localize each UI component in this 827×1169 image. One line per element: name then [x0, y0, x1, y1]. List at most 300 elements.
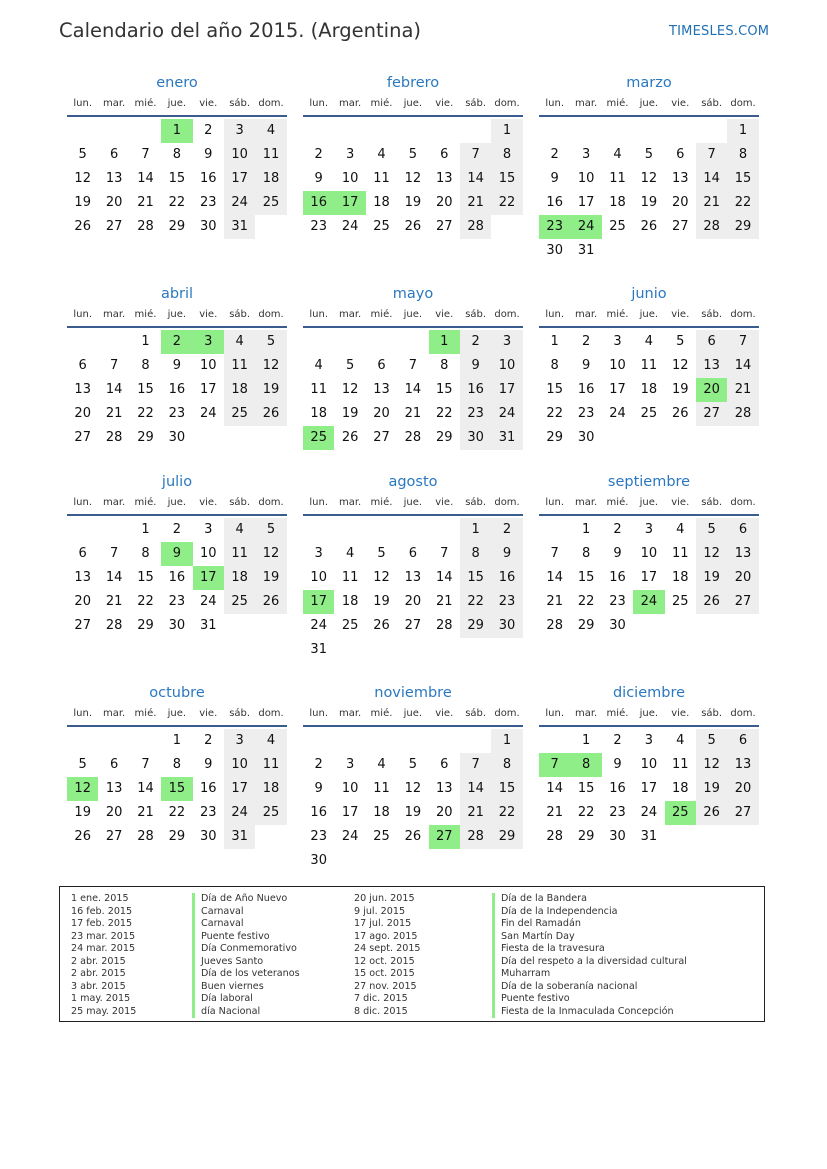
weekday-label: sáb.: [701, 497, 723, 508]
day-cell: 2: [314, 757, 323, 772]
legend-holiday-name: Puente festivo: [492, 993, 687, 1006]
day-cell: 5: [644, 147, 653, 162]
week-row: [67, 753, 287, 777]
week-row: [539, 191, 759, 215]
day-cell: 11: [255, 143, 286, 167]
legend-date: 1 ene. 2015: [71, 893, 129, 904]
day-cell: 3: [644, 733, 653, 748]
legend-holiday-name: Día de la Independencia: [492, 906, 687, 919]
day-cell: 19: [373, 594, 390, 609]
weekday-label: vie.: [435, 708, 454, 719]
day-cell: 3: [581, 147, 591, 162]
day-cell: 7: [109, 358, 119, 373]
brand-link[interactable]: TIMESLES.COM: [669, 24, 770, 39]
day-cell: 8: [172, 757, 181, 772]
day-cell: 21: [696, 191, 727, 215]
day-cell: 15: [577, 781, 595, 796]
day-cell: 21: [137, 195, 154, 210]
weekday-label: lun.: [309, 708, 329, 719]
weekday-label: mié.: [370, 708, 393, 719]
legend-date: 2 abr. 2015: [71, 968, 126, 979]
day-cell: 15: [577, 570, 595, 585]
day-cell: 27: [74, 430, 91, 445]
week-row: [539, 825, 759, 849]
day-cell: 1: [141, 334, 150, 349]
week-row: [539, 801, 759, 825]
day-cell: 4: [644, 334, 653, 349]
day-cell: 19: [74, 805, 91, 820]
week-row: [539, 542, 759, 566]
day-cell: 31: [199, 618, 217, 633]
day-cell: 13: [404, 570, 422, 585]
week-row: [539, 354, 759, 378]
day-cell: 14: [460, 167, 491, 191]
header-rule: [67, 115, 287, 117]
day-cell: 29: [546, 430, 563, 445]
day-cell: 29: [168, 829, 186, 844]
day-cell: 1: [491, 119, 522, 143]
day-cell: 30: [491, 614, 522, 638]
day-cell: 21: [546, 594, 563, 609]
day-cell: 21: [460, 801, 491, 825]
day-cell: 2: [613, 522, 622, 537]
weekday-label: lun.: [73, 708, 93, 719]
day-cell: 26: [696, 801, 727, 825]
week-row: [303, 825, 523, 849]
day-cell: 13: [435, 781, 453, 796]
day-cell: 10: [199, 358, 217, 373]
empty-cell: [429, 849, 460, 873]
day-cell: 14: [696, 167, 727, 191]
day-cell: 3: [224, 119, 255, 143]
day-cell: 18: [671, 781, 689, 796]
day-cell: 4: [255, 119, 286, 143]
day-cell: 20: [435, 805, 453, 820]
week-row: [67, 518, 287, 542]
weekday-label: jue.: [167, 497, 187, 508]
day-cell: 12: [341, 382, 359, 397]
day-cell: 27: [727, 801, 758, 825]
day-cell: 18: [640, 382, 658, 397]
legend-holiday-name: Día Conmemorativo: [192, 943, 300, 956]
weekday-header: [539, 304, 759, 326]
month-noviembre: [303, 683, 523, 873]
day-cell: 27: [671, 219, 689, 234]
day-cell: 14: [137, 781, 154, 796]
day-cell: 9: [204, 757, 213, 772]
legend-holiday-name: Buen viernes: [192, 981, 300, 994]
day-cell: 17: [224, 777, 255, 801]
day-cell: 1: [491, 729, 522, 753]
month-title: noviembre: [374, 685, 452, 701]
day-cell: 2: [550, 147, 559, 162]
day-cell: 13: [671, 171, 689, 186]
day-cell: 5: [696, 518, 727, 542]
empty-cell: [727, 239, 758, 263]
day-cell: 16: [577, 382, 595, 397]
legend-date: 24 mar. 2015: [71, 943, 136, 954]
holiday-day-cell: 24: [570, 215, 601, 239]
weekday-label: dom.: [730, 708, 756, 719]
day-cell: 11: [609, 171, 626, 186]
week-row: [303, 143, 523, 167]
weekday-label: jue.: [403, 98, 423, 109]
day-cell: 27: [74, 618, 91, 633]
day-cell: 24: [341, 829, 359, 844]
week-row: [303, 614, 523, 638]
day-cell: 27: [435, 219, 453, 234]
empty-cell: [98, 729, 129, 753]
day-cell: 8: [141, 546, 150, 561]
legend-date: 16 feb. 2015: [71, 905, 133, 917]
day-cell: 27: [105, 829, 123, 844]
day-cell: 30: [199, 219, 217, 234]
day-cell: 14: [435, 570, 453, 585]
day-cell: 28: [696, 215, 727, 239]
day-cell: 3: [224, 729, 255, 753]
day-cell: 31: [224, 215, 255, 239]
weekday-label: lun.: [545, 708, 565, 719]
week-row: [539, 378, 759, 402]
day-cell: 12: [640, 171, 658, 186]
day-cell: 2: [204, 123, 213, 138]
empty-cell: [460, 729, 491, 753]
week-row: [303, 849, 523, 873]
weekday-header: [539, 93, 759, 115]
weekday-label: sáb.: [229, 708, 251, 719]
day-cell: 18: [255, 777, 286, 801]
weekday-label: mar.: [338, 708, 362, 719]
day-cell: 4: [613, 147, 622, 162]
empty-cell: [255, 426, 286, 450]
empty-cell: [366, 849, 397, 873]
day-cell: 7: [727, 330, 758, 354]
week-row: [303, 777, 523, 801]
day-cell: 19: [404, 805, 422, 820]
day-cell: 19: [696, 777, 727, 801]
day-cell: 28: [105, 618, 123, 633]
day-cell: 15: [168, 171, 186, 186]
weekday-label: sáb.: [229, 98, 251, 109]
holiday-day-cell: 9: [161, 542, 192, 566]
day-cell: 22: [491, 191, 522, 215]
empty-cell: [255, 825, 286, 849]
month-title: junio: [631, 286, 667, 302]
month-agosto: [303, 472, 523, 662]
day-cell: 5: [78, 147, 87, 162]
day-cell: 29: [435, 430, 453, 445]
day-cell: 17: [224, 167, 255, 191]
weekday-label: mié.: [606, 708, 629, 719]
day-cell: 20: [105, 805, 123, 820]
holiday-day-cell: 17: [303, 590, 334, 614]
day-cell: 23: [460, 402, 491, 426]
weekday-header: [303, 703, 523, 725]
weekday-label: dom.: [258, 708, 284, 719]
empty-cell: [539, 518, 570, 542]
day-cell: 7: [440, 546, 449, 561]
weekday-label: dom.: [258, 309, 284, 320]
day-cell: 11: [255, 753, 286, 777]
day-cell: 22: [137, 406, 154, 421]
day-cell: 7: [460, 143, 491, 167]
day-cell: 13: [105, 781, 123, 796]
weekday-label: mar.: [102, 98, 126, 109]
day-cell: 9: [314, 781, 323, 796]
day-cell: 14: [105, 570, 123, 585]
legend-holiday-name: Fiesta de la travesura: [492, 943, 687, 956]
empty-cell: [224, 426, 255, 450]
week-row: [67, 402, 287, 426]
day-cell: 30: [199, 829, 217, 844]
day-cell: 1: [172, 733, 181, 748]
legend-holiday-name: Día de la Bandera: [492, 893, 687, 906]
day-cell: 5: [408, 757, 417, 772]
holiday-day-cell: 16: [303, 191, 334, 215]
day-cell: 30: [460, 426, 491, 450]
day-cell: 24: [199, 594, 217, 609]
day-cell: 20: [404, 594, 422, 609]
week-row: [539, 239, 759, 263]
day-cell: 14: [546, 570, 563, 585]
empty-cell: [602, 239, 633, 263]
day-cell: 23: [199, 805, 217, 820]
header-rule: [539, 326, 759, 328]
day-cell: 12: [255, 542, 286, 566]
day-cell: 3: [491, 330, 522, 354]
day-cell: 4: [314, 358, 323, 373]
day-cell: 4: [676, 733, 685, 748]
header-rule: [303, 514, 523, 516]
day-cell: 22: [460, 590, 491, 614]
day-cell: 5: [696, 729, 727, 753]
day-cell: 27: [373, 430, 390, 445]
day-cell: 1: [460, 518, 491, 542]
weekday-label: dom.: [730, 309, 756, 320]
empty-cell: [696, 426, 727, 450]
day-cell: 6: [727, 729, 758, 753]
legend-holiday-name: Puente festivo: [192, 931, 300, 944]
empty-cell: [98, 119, 129, 143]
day-cell: 15: [546, 382, 563, 397]
day-cell: 15: [727, 167, 758, 191]
day-cell: 19: [640, 195, 658, 210]
weekday-label: mié.: [370, 309, 393, 320]
day-cell: 27: [696, 402, 727, 426]
day-cell: 3: [204, 522, 213, 537]
legend-holiday-name: Día de la soberanía nacional: [492, 981, 687, 994]
empty-cell: [67, 330, 98, 354]
weekday-label: dom.: [258, 98, 284, 109]
empty-cell: [334, 638, 365, 662]
weekday-label: jue.: [639, 309, 659, 320]
weekday-label: jue.: [167, 98, 187, 109]
weekday-label: mié.: [606, 497, 629, 508]
weekday-label: dom.: [494, 497, 520, 508]
day-cell: 25: [224, 402, 255, 426]
day-cell: 2: [172, 522, 181, 537]
weekday-label: sáb.: [465, 708, 487, 719]
day-cell: 8: [460, 542, 491, 566]
empty-cell: [130, 729, 161, 753]
month-title: julio: [161, 474, 193, 490]
day-cell: 8: [440, 358, 449, 373]
legend-date: 20 jun. 2015: [354, 893, 415, 904]
day-cell: 29: [137, 618, 154, 633]
day-cell: 2: [460, 330, 491, 354]
day-cell: 17: [640, 781, 658, 796]
week-row: [303, 542, 523, 566]
empty-cell: [130, 119, 161, 143]
weekday-label: vie.: [435, 98, 454, 109]
empty-cell: [665, 426, 696, 450]
month-title: abril: [160, 286, 194, 302]
week-row: [303, 167, 523, 191]
day-cell: 14: [727, 354, 758, 378]
legend-date: 15 oct. 2015: [354, 968, 415, 979]
weekday-label: dom.: [730, 98, 756, 109]
month-diciembre: [539, 683, 759, 849]
holiday-day-cell: 8: [570, 753, 601, 777]
day-cell: 7: [141, 147, 150, 162]
day-cell: 26: [373, 618, 390, 633]
day-cell: 25: [671, 594, 689, 609]
day-cell: 10: [577, 171, 595, 186]
day-cell: 5: [78, 757, 87, 772]
empty-cell: [696, 614, 727, 638]
day-cell: 21: [105, 406, 123, 421]
holiday-day-cell: 24: [633, 590, 664, 614]
weekday-label: dom.: [494, 98, 520, 109]
weekday-label: sáb.: [465, 98, 487, 109]
day-cell: 18: [255, 167, 286, 191]
day-cell: 9: [314, 171, 323, 186]
empty-cell: [460, 119, 491, 143]
empty-cell: [334, 119, 365, 143]
legend-holiday-name: Carnaval: [192, 918, 300, 931]
day-cell: 11: [341, 570, 359, 585]
day-cell: 9: [613, 546, 622, 561]
holiday-day-cell: 1: [161, 119, 192, 143]
weekday-label: mar.: [574, 98, 598, 109]
day-cell: 1: [550, 334, 559, 349]
week-row: [303, 191, 523, 215]
empty-cell: [633, 614, 664, 638]
day-cell: 27: [727, 590, 758, 614]
header-rule: [67, 725, 287, 727]
day-cell: 8: [172, 147, 181, 162]
day-cell: 26: [640, 219, 658, 234]
weekday-header: [67, 304, 287, 326]
month-octubre: [67, 683, 287, 849]
empty-cell: [727, 426, 758, 450]
day-cell: 19: [255, 566, 286, 590]
day-cell: 1: [141, 522, 150, 537]
legend-date: 24 sept. 2015: [354, 943, 421, 954]
legend-date: 7 dic. 2015: [354, 993, 408, 1004]
day-cell: 3: [644, 522, 653, 537]
header-rule: [303, 725, 523, 727]
legend-holiday-name: día Nacional: [192, 1006, 300, 1019]
weekday-label: dom.: [494, 708, 520, 719]
weekday-label: sáb.: [229, 309, 251, 320]
day-cell: 29: [137, 430, 154, 445]
day-cell: 16: [168, 382, 186, 397]
day-cell: 26: [74, 219, 91, 234]
week-row: [67, 167, 287, 191]
day-cell: 11: [373, 781, 390, 796]
day-cell: 21: [546, 805, 563, 820]
day-cell: 17: [341, 805, 359, 820]
day-cell: 18: [224, 566, 255, 590]
day-cell: 1: [727, 119, 758, 143]
day-cell: 4: [255, 729, 286, 753]
week-row: [303, 753, 523, 777]
header-rule: [67, 326, 287, 328]
day-cell: 5: [676, 334, 685, 349]
legend-date: 23 mar. 2015: [71, 930, 136, 942]
weekday-label: dom.: [494, 309, 520, 320]
legend-date: 2 abr. 2015: [71, 955, 126, 967]
day-cell: 24: [341, 219, 359, 234]
day-cell: 10: [640, 757, 658, 772]
day-cell: 18: [224, 378, 255, 402]
week-row: [303, 378, 523, 402]
week-row: [539, 330, 759, 354]
legend-holiday-name: San Martín Day: [492, 931, 687, 944]
week-row: [67, 542, 287, 566]
empty-cell: [334, 729, 365, 753]
empty-cell: [429, 729, 460, 753]
weekday-label: sáb.: [701, 708, 723, 719]
empty-cell: [366, 729, 397, 753]
day-cell: 20: [435, 195, 453, 210]
empty-cell: [397, 729, 428, 753]
day-cell: 3: [345, 757, 355, 772]
day-cell: 22: [137, 594, 154, 609]
day-cell: 6: [676, 147, 685, 162]
weekday-label: mié.: [606, 309, 629, 320]
day-cell: 11: [224, 542, 255, 566]
empty-cell: [491, 215, 522, 239]
legend-date: 3 abr. 2015: [71, 980, 126, 992]
day-cell: 11: [224, 354, 255, 378]
day-cell: 4: [345, 546, 355, 561]
day-cell: 14: [105, 382, 123, 397]
month-title: agosto: [388, 474, 438, 490]
legend-date: 8 dic. 2015: [354, 1005, 408, 1017]
day-cell: 9: [491, 542, 522, 566]
day-cell: 7: [141, 757, 150, 772]
header-rule: [539, 725, 759, 727]
empty-cell: [397, 638, 428, 662]
week-row: [67, 215, 287, 239]
day-cell: 21: [105, 594, 123, 609]
day-cell: 24: [199, 406, 217, 421]
day-cell: 25: [373, 829, 390, 844]
day-cell: 29: [460, 614, 491, 638]
legend-date: 25 may. 2015: [71, 1005, 137, 1017]
weekday-label: mar.: [102, 497, 126, 508]
weekday-label: lun.: [545, 309, 565, 320]
day-cell: 8: [491, 143, 522, 167]
week-row: [67, 191, 287, 215]
week-row: [303, 638, 523, 662]
month-title: octubre: [149, 685, 205, 701]
day-cell: 29: [577, 618, 595, 633]
day-cell: 8: [141, 358, 150, 373]
day-cell: 28: [727, 402, 758, 426]
